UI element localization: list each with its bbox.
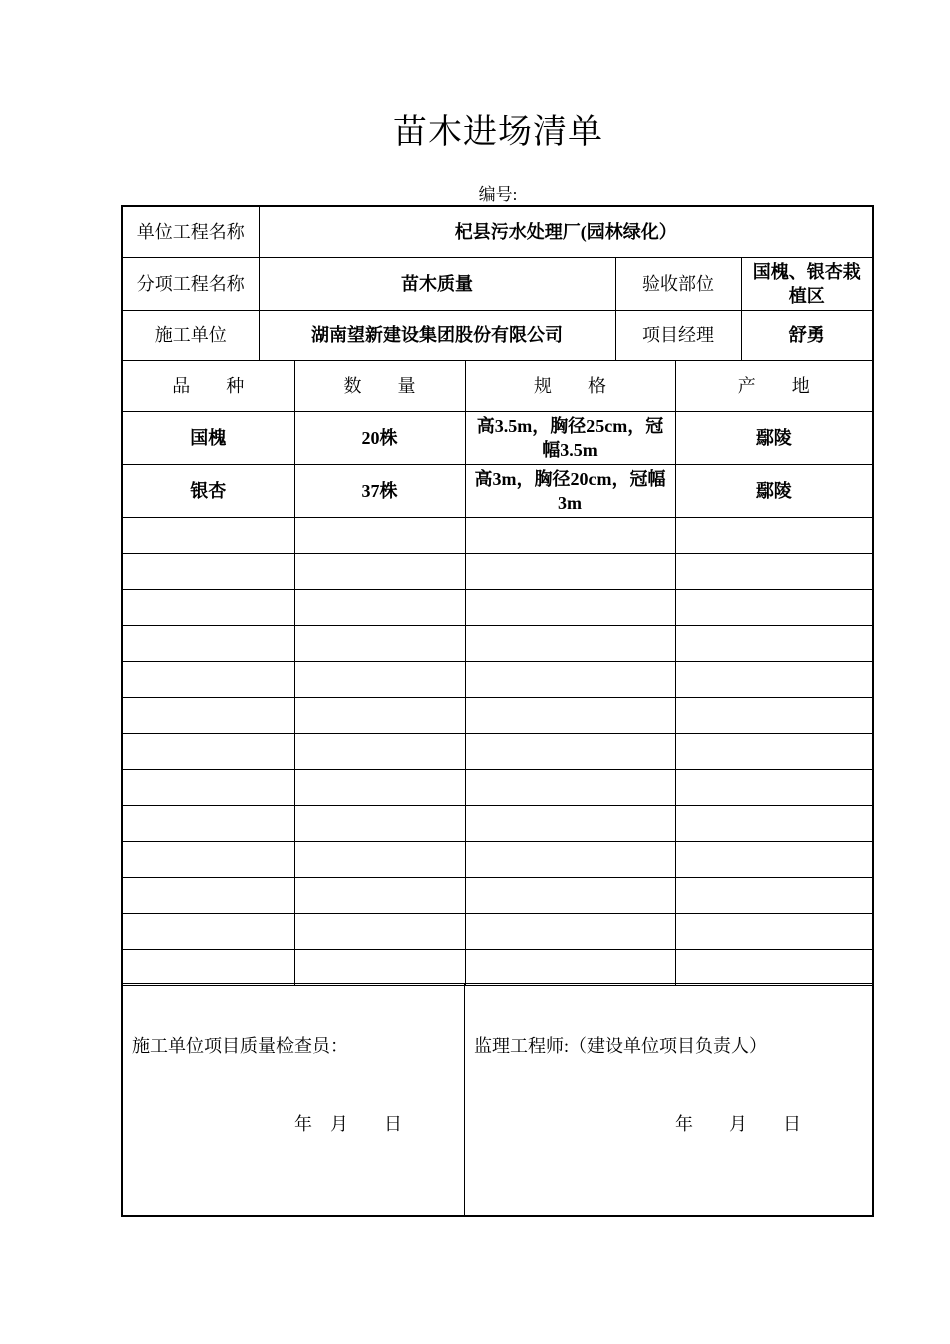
manager-value: 舒勇	[741, 310, 872, 360]
variety-cell: 银杏	[123, 465, 294, 518]
empty-table-row	[123, 950, 872, 986]
empty-cell	[123, 626, 294, 662]
inspector-label: 施工单位项目质量检查员：	[132, 1036, 348, 1056]
acceptance-part-value: 国槐、银杏栽植区	[741, 257, 872, 310]
quantity-cell: 20株	[294, 412, 465, 465]
empty-table-row	[123, 662, 872, 698]
empty-table-row	[123, 878, 872, 914]
supervisor-date: 年 月 日	[675, 1114, 801, 1134]
supervisor-signoff	[465, 984, 872, 1216]
empty-cell	[465, 806, 675, 842]
empty-cell	[465, 878, 675, 914]
empty-cell	[123, 770, 294, 806]
empty-cell	[294, 950, 465, 986]
seedling-list-table	[123, 360, 872, 986]
empty-table-row	[123, 590, 872, 626]
empty-cell	[675, 770, 872, 806]
empty-cell	[675, 662, 872, 698]
sub-project-label: 分项工程名称	[123, 257, 259, 310]
empty-cell	[123, 698, 294, 734]
empty-cell	[123, 878, 294, 914]
list-header-row	[123, 361, 872, 412]
sub-project-value: 苗木质量	[259, 257, 615, 310]
empty-cell	[294, 698, 465, 734]
project-name-row	[123, 207, 872, 257]
header-origin: 产 地	[675, 361, 872, 412]
empty-cell	[294, 626, 465, 662]
contractor-row	[123, 310, 872, 360]
document-title: 苗木进场清单	[393, 114, 603, 151]
empty-cell	[123, 734, 294, 770]
manager-label: 项目经理	[615, 310, 741, 360]
empty-cell	[675, 518, 872, 554]
inspector-date: 年 月 日	[294, 1114, 402, 1134]
empty-cell	[675, 734, 872, 770]
empty-cell	[123, 518, 294, 554]
header-quantity: 数 量	[294, 361, 465, 412]
empty-cell	[675, 626, 872, 662]
empty-cell	[465, 734, 675, 770]
empty-cell	[123, 842, 294, 878]
empty-cell	[123, 950, 294, 986]
empty-cell	[123, 914, 294, 950]
empty-table-row	[123, 842, 872, 878]
empty-cell	[294, 806, 465, 842]
header-spec: 规 格	[465, 361, 675, 412]
empty-cell	[675, 554, 872, 590]
empty-cell	[465, 662, 675, 698]
empty-cell	[294, 590, 465, 626]
empty-table-row	[123, 626, 872, 662]
signoff-section	[123, 983, 872, 1216]
empty-table-row	[123, 770, 872, 806]
empty-cell	[294, 554, 465, 590]
empty-cell	[294, 734, 465, 770]
empty-cell	[294, 842, 465, 878]
form-sheet	[121, 205, 874, 1217]
empty-cell	[675, 698, 872, 734]
empty-cell	[294, 662, 465, 698]
contractor-value: 湖南望新建设集团股份有限公司	[259, 310, 615, 360]
quantity-cell: 37株	[294, 465, 465, 518]
empty-cell	[675, 806, 872, 842]
acceptance-part-label: 验收部位	[615, 257, 741, 310]
empty-cell	[465, 770, 675, 806]
empty-table-row	[123, 734, 872, 770]
origin-cell: 鄢陵	[675, 412, 872, 465]
empty-cell	[465, 914, 675, 950]
empty-cell	[675, 950, 872, 986]
header-variety: 品 种	[123, 361, 294, 412]
empty-cell	[465, 518, 675, 554]
empty-cell	[675, 878, 872, 914]
supervisor-label: 监理工程师:（建设单位项目负责人）	[474, 1036, 767, 1056]
empty-cell	[675, 914, 872, 950]
contractor-inspector-signoff	[123, 984, 465, 1216]
empty-cell	[675, 842, 872, 878]
spec-cell: 高3m，胸径20cm，冠幅3m	[465, 465, 675, 518]
contractor-label: 施工单位	[123, 310, 259, 360]
table-row	[123, 412, 872, 465]
project-name-label: 单位工程名称	[123, 207, 259, 257]
empty-cell	[465, 842, 675, 878]
table-row	[123, 465, 872, 518]
empty-cell	[123, 590, 294, 626]
empty-cell	[123, 554, 294, 590]
empty-cell	[123, 806, 294, 842]
empty-table-row	[123, 518, 872, 554]
empty-table-row	[123, 698, 872, 734]
sub-project-row	[123, 257, 872, 310]
empty-cell	[294, 770, 465, 806]
project-info-table	[123, 207, 872, 361]
serial-number-label: 编号:	[478, 185, 518, 204]
empty-cell	[123, 662, 294, 698]
empty-cell	[294, 878, 465, 914]
empty-cell	[294, 518, 465, 554]
variety-cell: 国槐	[123, 412, 294, 465]
empty-cell	[465, 626, 675, 662]
empty-cell	[465, 950, 675, 986]
empty-table-row	[123, 554, 872, 590]
spec-cell: 高3.5m，胸径25cm，冠幅3.5m	[465, 412, 675, 465]
empty-cell	[294, 914, 465, 950]
empty-cell	[465, 590, 675, 626]
empty-cell	[465, 698, 675, 734]
project-name-value: 杞县污水处理厂(园林绿化）	[259, 207, 872, 257]
origin-cell: 鄢陵	[675, 465, 872, 518]
empty-cell	[465, 554, 675, 590]
empty-table-row	[123, 806, 872, 842]
empty-table-row	[123, 914, 872, 950]
empty-cell	[675, 590, 872, 626]
